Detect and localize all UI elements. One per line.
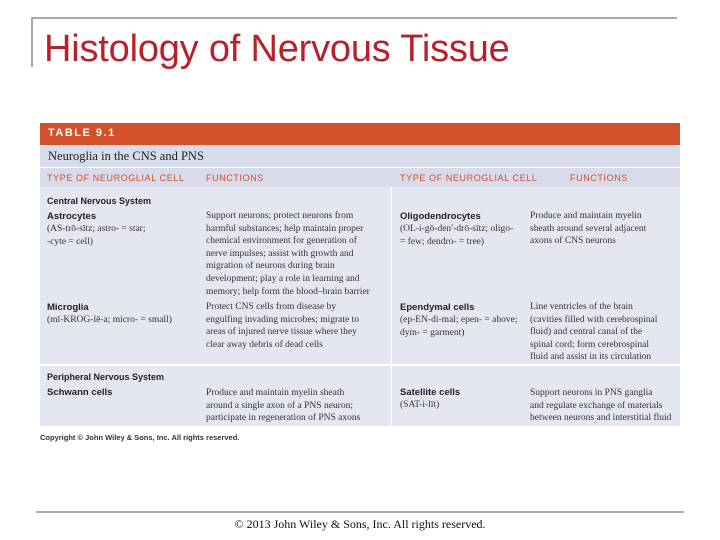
cell-name-schwann-cells: Schwann cells: [47, 387, 113, 398]
column-divider: [391, 187, 392, 426]
cell-pron-satellite-cells: (SAT-i-līt): [400, 400, 440, 410]
cell-func-satellite-cells: Support neurons in PNS ganglia and regulate exchange of materials between neurons and interstitial fluid: [530, 388, 672, 424]
col-header-type-1: TYPE OF NEUROGLIAL CELL: [47, 173, 185, 183]
section-label-cns: Central Nervous System: [47, 196, 152, 206]
table-caption: Neuroglia in the CNS and PNS: [48, 149, 204, 163]
frame-top-line: [31, 17, 677, 19]
cell-func-astrocytes: Support neurons; protect neurons from harmful substances; help maintain proper chemical environment for generation of nerve impulses; assist with growth and migration of neurons during brain development; play a role in learning and memory; help form the blood–brain barrier: [206, 211, 370, 297]
cell-func-schwann-cells: Produce and maintain myelin sheath around a single axon of a PNS neuron; participate in regeneration of PNS axons: [206, 388, 361, 424]
table-header-bar: [40, 123, 680, 145]
frame-bottom-line: [36, 511, 684, 513]
cell-pron-ependymal-cells: (ep-EN-di-mal; epen- = above; dym- = garment): [400, 315, 518, 338]
cell-pron-microglia: (mī-KROG-lē-a; micro- = small): [47, 315, 172, 325]
column-header-row: [40, 167, 680, 187]
cell-name-oligodendrocytes: Oligodendrocytes: [400, 211, 481, 222]
col-header-functions-2: FUNCTIONS: [570, 173, 628, 183]
cell-name-satellite-cells: Satellite cells: [400, 387, 461, 398]
neuroglia-table: [40, 123, 680, 426]
cell-pron-astrocytes: (AS-trō-sītz; astro- = star; -cyte = cell): [47, 224, 146, 247]
cell-name-astrocytes: Astrocytes: [47, 211, 97, 222]
section-separator: [40, 364, 680, 366]
table-number: TABLE 9.1: [48, 127, 116, 139]
frame-left-line: [31, 17, 33, 67]
slide-title: Histology of Nervous Tissue: [44, 28, 510, 70]
cell-func-microglia: Protect CNS cells from disease by engulfing invading microbes; migrate to areas of injured nerve tissue where they clear away debris of dead cells: [206, 302, 360, 350]
col-header-type-2: TYPE OF NEUROGLIAL CELL: [400, 173, 538, 183]
table-copyright: Copyright © John Wiley & Sons, Inc. All rights reserved.: [40, 433, 240, 442]
cell-pron-oligodendrocytes: (OL-i-gō-den′-drō-sītz; oligo- = few; dendro- = tree): [400, 224, 514, 247]
section-label-pns: Peripheral Nervous System: [47, 372, 165, 382]
cell-name-ependymal-cells: Ependymal cells: [400, 302, 475, 313]
cell-name-microglia: Microglia: [47, 302, 89, 313]
cell-func-oligodendrocytes: Produce and maintain myelin sheath around several adjacent axons of CNS neurons: [530, 211, 647, 247]
col-header-functions-1: FUNCTIONS: [206, 173, 264, 183]
table-caption-row: [40, 145, 680, 167]
cell-func-ependymal-cells: Line ventricles of the brain (cavities filled with cerebrospinal fluid) and central canal of the spinal cord; form cerebrospinal fluid and assist in its circulation: [530, 302, 658, 363]
slide-footer: © 2013 John Wiley & Sons, Inc. All rights reserved.: [234, 517, 486, 531]
